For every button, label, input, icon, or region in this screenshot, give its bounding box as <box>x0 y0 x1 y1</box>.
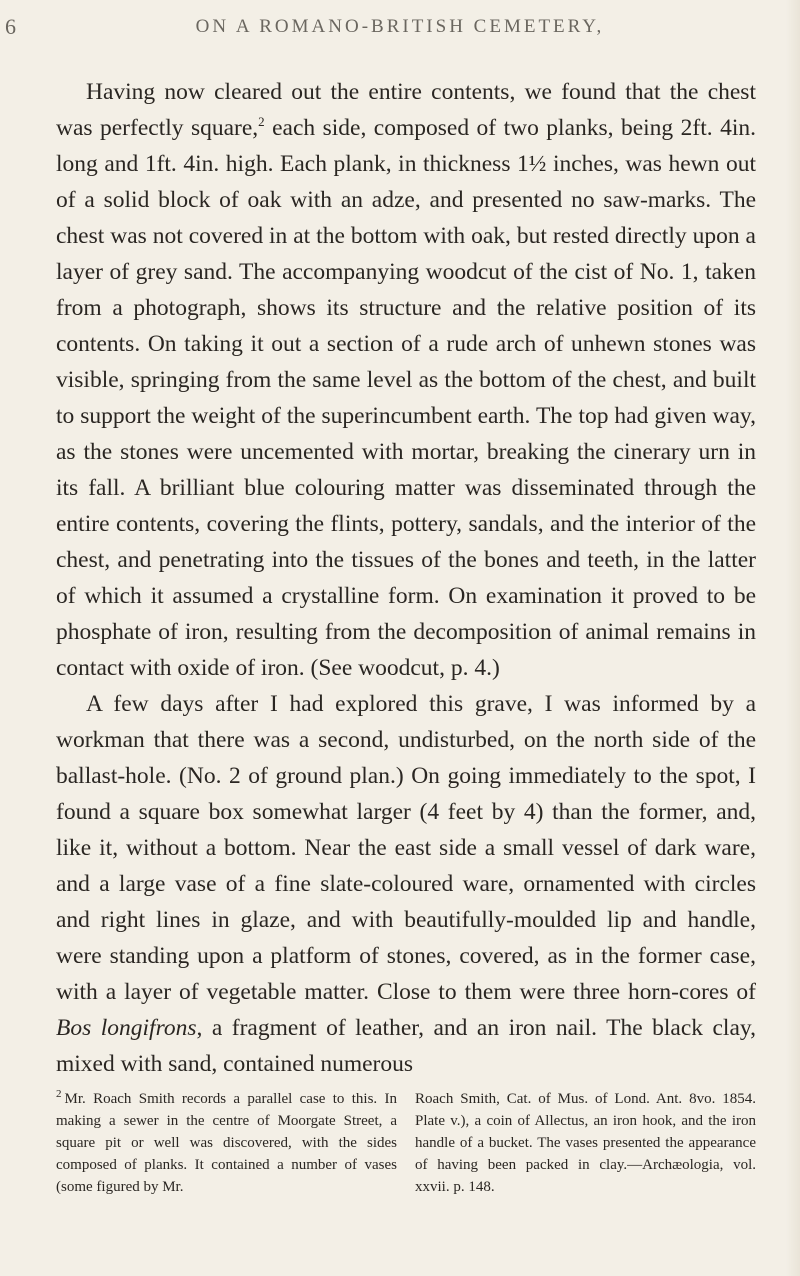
body-text <box>56 74 756 1082</box>
paragraph-1-text-end: each side, composed of two planks, being 2ft. 4in. long and 1ft. 4in. high. Each plank, in thickness 1½ inches, was hewn out of a solid block of oak with an adze, and presented no saw-marks. The chest was not covered in at the bottom with oak, but rested directly upon a layer of grey sand. The accompanying woodcut of the cist of No. 1, taken from a photograph, shows its structure and the relative position of its contents. On taking it out a section of a rude arch of unhewn stones was visible, springing from the same level as the bottom of the chest, and built to support the weight of the superincumbent earth. The top had given way, as the stones were uncemented with mortar, breaking the cinerary urn in its fall. A brilliant blue colouring matter was disseminated through the entire contents, covering the flints, pottery, sandals, and the interior of the chest, and penetrating into the tissues of the bones and teeth, in the latter of which it assumed a crystalline form. On examination it proved to be phosphate of iron, resulting from the decomposition of animal remains in contact with oxide of iron. (See woodcut, p. 4.) <box>56 115 756 681</box>
footnote-column-right <box>415 1088 756 1198</box>
paragraph-1-text-start: Having now cleared out the entire contents, we found that the chest was perfectly square, <box>56 79 756 141</box>
footnote-column-left <box>56 1088 397 1198</box>
paragraph-1 <box>56 74 756 686</box>
paragraph-2-text-end: , a fragment of leather, and an iron nail. The black clay, mixed with sand, contained numerous <box>56 1015 756 1077</box>
species-name: Bos longifrons <box>56 1015 197 1041</box>
footnote-text-right: Roach Smith, Cat. of Mus. of Lond. Ant. 8vo. 1854. Plate v.), a coin of Allectus, an iron hook, and the iron handle of a bucket. The vases presented the appearance of having been packed in clay.—Archæologia, vol. xxvii. p. 148. <box>415 1091 756 1195</box>
paragraph-2-text-start: A few days after I had explored this grave, I was informed by a workman that there was a second, undisturbed, on the north side of the ballast-hole. (No. 2 of ground plan.) On going immediately to the spot, I found a square box somewhat larger (4 feet by 4) than the former, and, like it, without a bottom. Near the east side a small vessel of dark ware, and a large vase of a fine slate-coloured ware, ornamented with circles and right lines in glaze, and with beautifully-moulded lip and handle, were standing upon a platform of stones, covered, as in the former case, with a layer of vegetable matter. Close to them were three horn-cores of <box>56 691 756 1005</box>
paragraph-2 <box>56 686 756 1082</box>
page-edge-shadow <box>786 0 800 1276</box>
running-head: ON A ROMANO-BRITISH CEMETERY, <box>195 16 605 37</box>
footnote-reference: 2 <box>258 114 265 130</box>
footnote-mark: 2 <box>56 1088 62 1100</box>
footnote-text-left: Mr. Roach Smith records a parallel case to this. In making a sewer in the centre of Moorgate Street, a square pit or well was discovered, with the sides composed of planks. It contained a number of vases (some figured by Mr. <box>56 1091 397 1195</box>
footnotes <box>56 1088 756 1198</box>
page-number: 6 <box>5 14 16 39</box>
page-header <box>0 14 800 44</box>
